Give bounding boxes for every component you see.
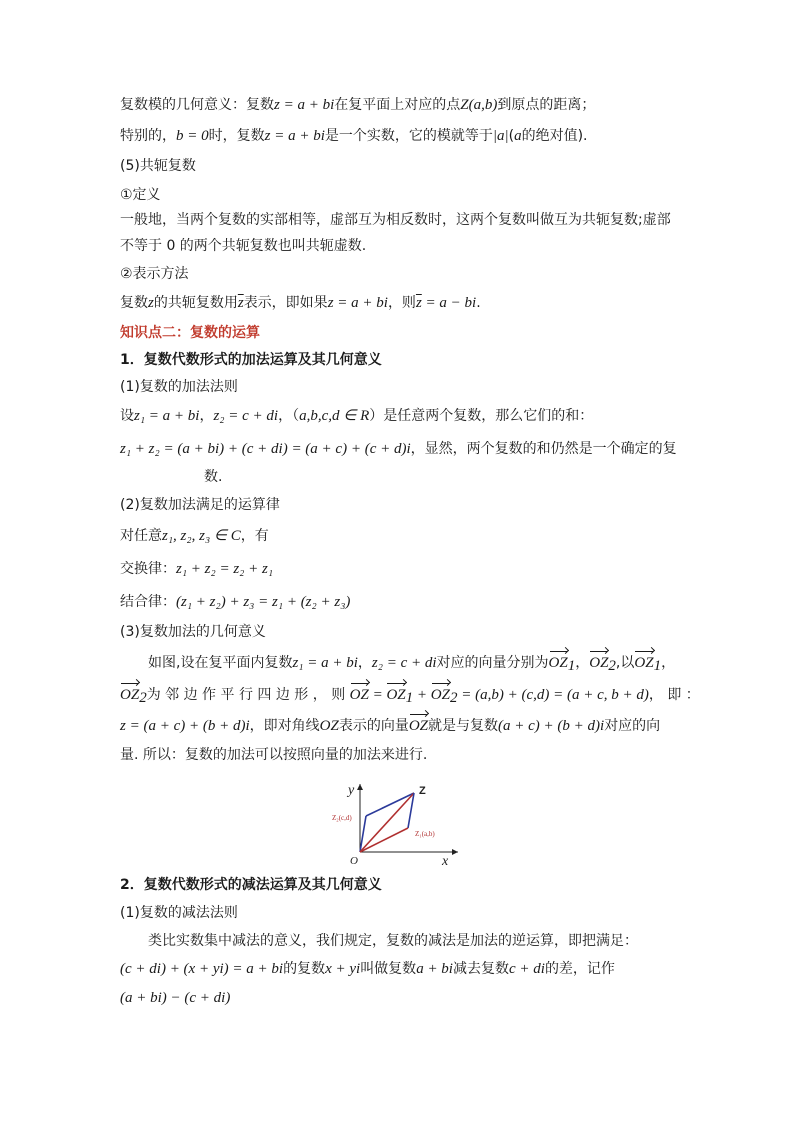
formula-conjugate: $\overline{z}$ <box>237 295 244 311</box>
vector-oz: OZ <box>408 718 429 734</box>
text: 是一个实数，它的模就等于 <box>324 128 493 144</box>
formula: + <box>413 687 431 703</box>
paragraph-subtraction-1: 类比实数集中减法的意义，我们规定，复数的减法是加法的逆运算，即把满足： <box>148 933 638 949</box>
y-axis-label: y <box>348 783 355 798</box>
formula: z = (a + c) + (b + d)i <box>120 718 250 734</box>
vector-oz2: OZ <box>589 655 609 671</box>
origin-label: O <box>350 855 358 867</box>
formula: (z₁ + z₂) + z₃ = z₁ + (z₂ + z₃) <box>176 594 351 610</box>
paragraph-subtraction-2 <box>120 959 615 979</box>
text: 表示，即如果 <box>243 295 328 311</box>
formula: (c + di) + (x + yi) = a + bi <box>120 961 284 977</box>
text: 时，复数 <box>208 128 265 144</box>
formula: (a + bi) − (c + di) <box>120 990 231 1006</box>
formula: z = a + bi <box>327 295 388 311</box>
text: 复数模的几何意义：复数 <box>120 97 274 113</box>
x-axis-arrow <box>452 849 458 855</box>
text: ， <box>575 655 590 671</box>
paragraph-commutative <box>120 559 273 579</box>
text: ，则 <box>387 295 416 311</box>
text: 交换律： <box>120 561 176 577</box>
vector-oz1: OZ <box>634 655 654 671</box>
formula: z₁ = a + bi <box>134 408 200 424</box>
parallelogram-figure <box>330 778 470 868</box>
text: 叫做复数 <box>360 961 417 977</box>
formula: z₂ = c + di <box>213 408 279 424</box>
text: 表示的向量 <box>338 718 409 734</box>
paragraph-geometric-3 <box>120 716 660 736</box>
section-conjugate: (5)共轭复数 <box>120 158 196 174</box>
subsection-geometric-meaning: (3)复数加法的几何意义 <box>120 624 266 640</box>
text: 结合律： <box>120 594 176 610</box>
formula: z₁ + z₂ = (a + bi) + (c + di) = (a + c) + (c + d)i <box>120 441 411 457</box>
subsection-addition-laws: (2)复数加法满足的运算律 <box>120 497 280 513</box>
text: ( <box>508 128 515 144</box>
heading-subtraction: 2．复数代数形式的减法运算及其几何意义 <box>120 877 382 893</box>
text: 在复平面上对应的点 <box>334 97 461 113</box>
formula: z₁ + z₂ = z₂ + z₁ <box>176 561 274 577</box>
text: 的差，记作 <box>544 961 615 977</box>
formula: Z(a,b) <box>460 97 498 113</box>
text: ， 即 ： <box>648 687 700 703</box>
x-axis-label: x <box>442 854 449 868</box>
paragraph-definition-cont: 不等于 0 的两个共轭复数也叫共轭虚数. <box>120 238 367 254</box>
text: 对应的向量分别为 <box>436 655 549 671</box>
point-z1-label: Z₁(a,b) <box>415 830 435 838</box>
formula: c + di <box>508 961 545 977</box>
vector-oz1-line <box>360 828 408 852</box>
paragraph-geometric-2: $OZ_2$为 邻 边 作 平 行 四 边 形 ， 则 OZ = $OZ_1 + OZ_2 = (a,b) + (c,d) = (a + c$, b + d)， 即 ： <box>120 687 700 706</box>
text: 就是与复数 <box>428 718 499 734</box>
text: 如图,设在复平面内复数 <box>148 655 293 671</box>
subsection-subtraction-rule: (1)复数的减法法则 <box>120 905 238 921</box>
text: 的复数 <box>283 961 326 977</box>
paragraph-addition-formula-cont: 数. <box>204 469 223 485</box>
paragraph-special-case <box>120 126 588 146</box>
paragraph-geometric-1: 如图,设在复平面内复数z₁ = a + bi，z₂ = c + di对应的向量分别为$OZ_1$，$OZ_2$,以$OZ_1$， <box>148 655 676 674</box>
point-z-label: Z <box>419 785 426 797</box>
formula: = <box>368 687 387 703</box>
text: ， <box>357 655 372 671</box>
vector-oz: OZ <box>349 687 369 703</box>
text: ,以 <box>615 655 635 671</box>
text: 对应的向 <box>604 718 661 734</box>
formula: b = 0 <box>176 128 209 144</box>
formula: z = a + bi <box>274 97 335 113</box>
formula-conjugate: $\overline{z}$ <box>415 295 422 311</box>
formula: |a| <box>492 128 509 144</box>
vector-oz2: OZ <box>430 687 450 703</box>
formula: a <box>514 128 522 144</box>
formula: a,b,c,d ∈ R <box>299 408 370 424</box>
text: ，显然，两个复数的和仍然是一个确定的复 <box>410 441 677 457</box>
formula: a + bi <box>416 961 453 977</box>
point-z2-label: Z₂(c,d) <box>332 814 352 822</box>
vector-oz1: OZ <box>386 687 406 703</box>
formula: = a − bi <box>421 295 477 311</box>
text: 到原点的距离； <box>497 97 596 113</box>
formula: = (a,b) + (c,d) = (a + c, b + d) <box>457 687 649 703</box>
subsection-notation: ②表示方法 <box>120 266 189 282</box>
text: 为 邻 边 作 平 行 四 边 形 ， 则 <box>146 687 346 703</box>
text: ，有 <box>240 528 269 544</box>
text: ，（ <box>278 408 300 424</box>
paragraph-definition: 一般地，当两个复数的实部相等，虚部互为相反数时，这两个复数叫做互为共轭复数;虚部 <box>120 212 671 228</box>
text: ）是任意两个复数，那么它们的和： <box>369 408 594 424</box>
text: 的共轭复数用 <box>153 295 238 311</box>
side-z2-z-line <box>366 793 414 816</box>
vector-oz2: OZ <box>120 687 140 703</box>
formula: z <box>148 295 154 311</box>
paragraph-any <box>120 526 269 546</box>
paragraph-geometric-4: 量. 所以：复数的加法可以按照向量的加法来进行. <box>120 747 428 763</box>
subsection-definition: ①定义 <box>120 187 161 203</box>
text: . <box>476 295 481 311</box>
formula: z₁ = a + bi <box>292 655 358 671</box>
formula: x + yi <box>325 961 361 977</box>
heading-addition: 1．复数代数形式的加法运算及其几何意义 <box>120 352 382 368</box>
paragraph-addition-formula <box>120 439 677 459</box>
heading-knowledge-point-2: 知识点二：复数的运算 <box>120 325 260 341</box>
paragraph-associative <box>120 592 350 612</box>
paragraph-modulus-geometry <box>120 95 595 115</box>
vector-oz-line <box>360 793 414 852</box>
vector-oz1: OZ <box>548 655 568 671</box>
text: ， <box>661 655 676 671</box>
text: 减去复数 <box>452 961 509 977</box>
text: ， <box>199 408 214 424</box>
paragraph-subtraction-3 <box>120 988 230 1008</box>
subsection-addition-rule: (1)复数的加法法则 <box>120 379 238 395</box>
text: 特别的， <box>120 128 176 144</box>
text: ，即对角线 <box>249 718 320 734</box>
y-axis-arrow <box>357 784 363 790</box>
paragraph-notation <box>120 293 481 313</box>
formula: z₂ = c + di <box>371 655 437 671</box>
text: 设 <box>120 408 134 424</box>
formula: OZ <box>319 718 339 734</box>
formula: z = a + bi <box>264 128 325 144</box>
formula: (a + c) + (b + d)i <box>498 718 605 734</box>
paragraph-addition-setup <box>120 406 593 426</box>
text: 复数 <box>120 295 148 311</box>
text: 的绝对值). <box>521 128 588 144</box>
formula: z₁, z₂, z₃ ∈ C <box>162 528 241 544</box>
text: 对任意 <box>120 528 162 544</box>
